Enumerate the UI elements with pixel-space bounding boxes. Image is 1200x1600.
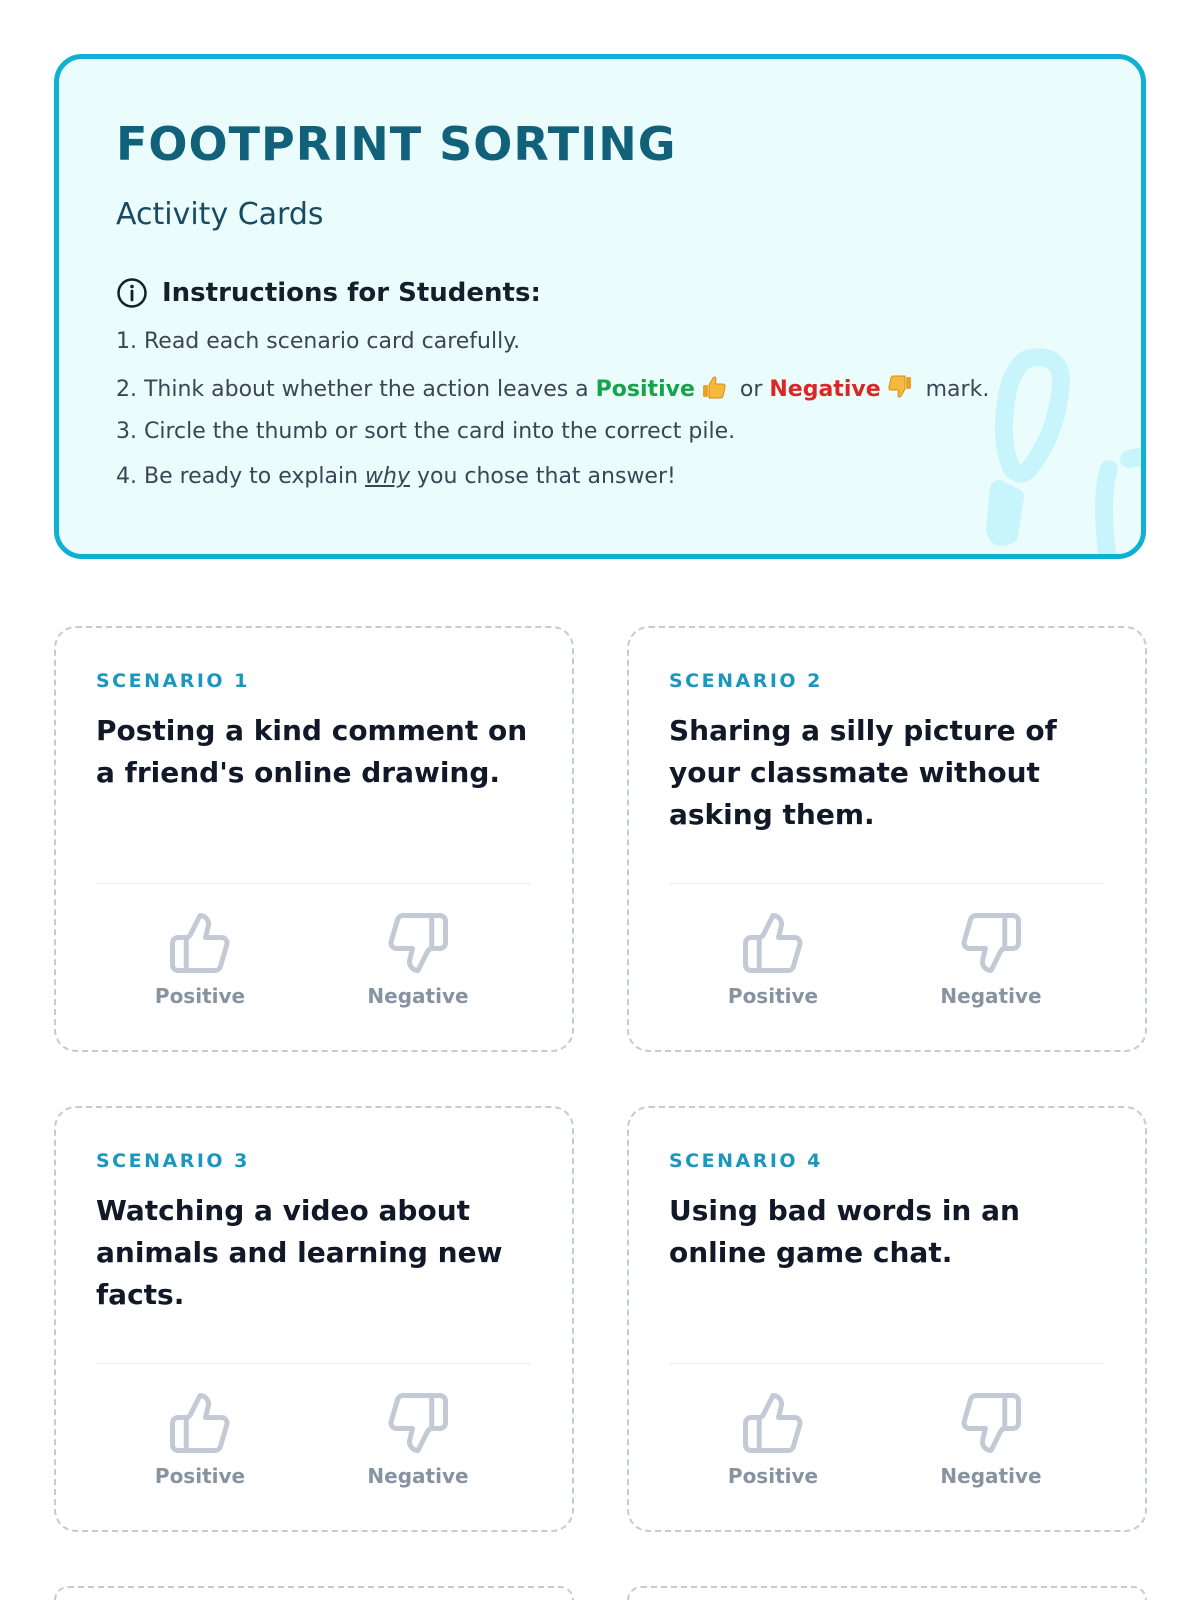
scenario-label: SCENARIO 4 xyxy=(669,1150,823,1172)
thumbs-down-icon xyxy=(385,910,451,976)
positive-label: Positive xyxy=(727,1464,819,1488)
scenario-text: Using bad words in an online game chat. xyxy=(669,1194,1020,1269)
scenario-card-5-partial xyxy=(54,1586,574,1600)
instruction-step-3: 3. Circle the thumb or sort the card into the correct pile. xyxy=(116,419,736,444)
scenario-label: SCENARIO 2 xyxy=(669,670,823,692)
positive-choice[interactable] xyxy=(135,1390,265,1500)
negative-label: Negative xyxy=(940,1464,1042,1488)
card-divider xyxy=(96,883,531,884)
negative-label: Negative xyxy=(940,984,1042,1008)
negative-label: Negative xyxy=(367,1464,469,1488)
thumbs-down-icon xyxy=(385,1390,451,1456)
card-divider xyxy=(669,883,1104,884)
thumbs-down-icon xyxy=(958,910,1024,976)
positive-label: Positive xyxy=(727,984,819,1008)
scenario-card-3[interactable] xyxy=(54,1106,574,1532)
thumbs-up-icon xyxy=(740,910,806,976)
positive-word: Positive xyxy=(595,377,695,402)
instructions-list xyxy=(116,329,989,509)
step-4-end: you chose that answer! xyxy=(409,464,676,489)
positive-choice[interactable] xyxy=(708,1390,838,1500)
why-emphasis: why xyxy=(365,464,410,489)
card-divider xyxy=(669,1363,1104,1364)
scenario-card-4[interactable] xyxy=(627,1106,1147,1532)
scenario-text: Watching a video about animals and learning new facts. xyxy=(96,1194,503,1311)
scenario-label: SCENARIO 3 xyxy=(96,1150,250,1172)
instructions-heading-text: Instructions for Students: xyxy=(162,278,541,308)
instruction-step-2 xyxy=(116,374,989,419)
info-circle-icon xyxy=(116,277,148,309)
positive-choice[interactable] xyxy=(135,910,265,1020)
thumbs-up-icon xyxy=(740,1390,806,1456)
card-divider xyxy=(96,1363,531,1364)
scenario-card-2[interactable] xyxy=(627,626,1147,1052)
thumbs-up-icon xyxy=(167,1390,233,1456)
step-2-text: 2. Think about whether the action leaves a xyxy=(116,377,596,402)
step-2-end: mark. xyxy=(918,377,990,402)
thumbs-down-icon xyxy=(958,1390,1024,1456)
step-4-text: 4. Be ready to explain xyxy=(116,464,366,489)
negative-choice[interactable] xyxy=(926,910,1056,1020)
instructions-panel xyxy=(54,54,1146,559)
thumbs-up-emoji-icon xyxy=(701,374,727,400)
instructions-heading xyxy=(116,277,541,309)
page-title: FOOTPRINT SORTING xyxy=(116,117,677,171)
scenario-card-6-partial xyxy=(627,1586,1147,1600)
scenario-text: Posting a kind comment on a friend's online drawing. xyxy=(96,714,528,789)
instruction-step-4 xyxy=(116,464,989,509)
instruction-step-1: 1. Read each scenario card carefully. xyxy=(116,329,521,354)
negative-label: Negative xyxy=(367,984,469,1008)
positive-label: Positive xyxy=(154,984,246,1008)
step-2-or: or xyxy=(732,377,770,402)
thumbs-up-icon xyxy=(167,910,233,976)
negative-word: Negative xyxy=(769,377,881,402)
negative-choice[interactable] xyxy=(353,1390,483,1500)
footprints-icon xyxy=(949,329,1146,559)
positive-choice[interactable] xyxy=(708,910,838,1020)
scenario-label: SCENARIO 1 xyxy=(96,670,250,692)
scenario-card-1[interactable] xyxy=(54,626,574,1052)
thumbs-down-emoji-icon xyxy=(887,374,913,400)
page-subtitle: Activity Cards xyxy=(116,197,324,232)
positive-label: Positive xyxy=(154,1464,246,1488)
negative-choice[interactable] xyxy=(926,1390,1056,1500)
scenario-text: Sharing a silly picture of your classmate without asking them. xyxy=(669,714,1057,831)
negative-choice[interactable] xyxy=(353,910,483,1020)
